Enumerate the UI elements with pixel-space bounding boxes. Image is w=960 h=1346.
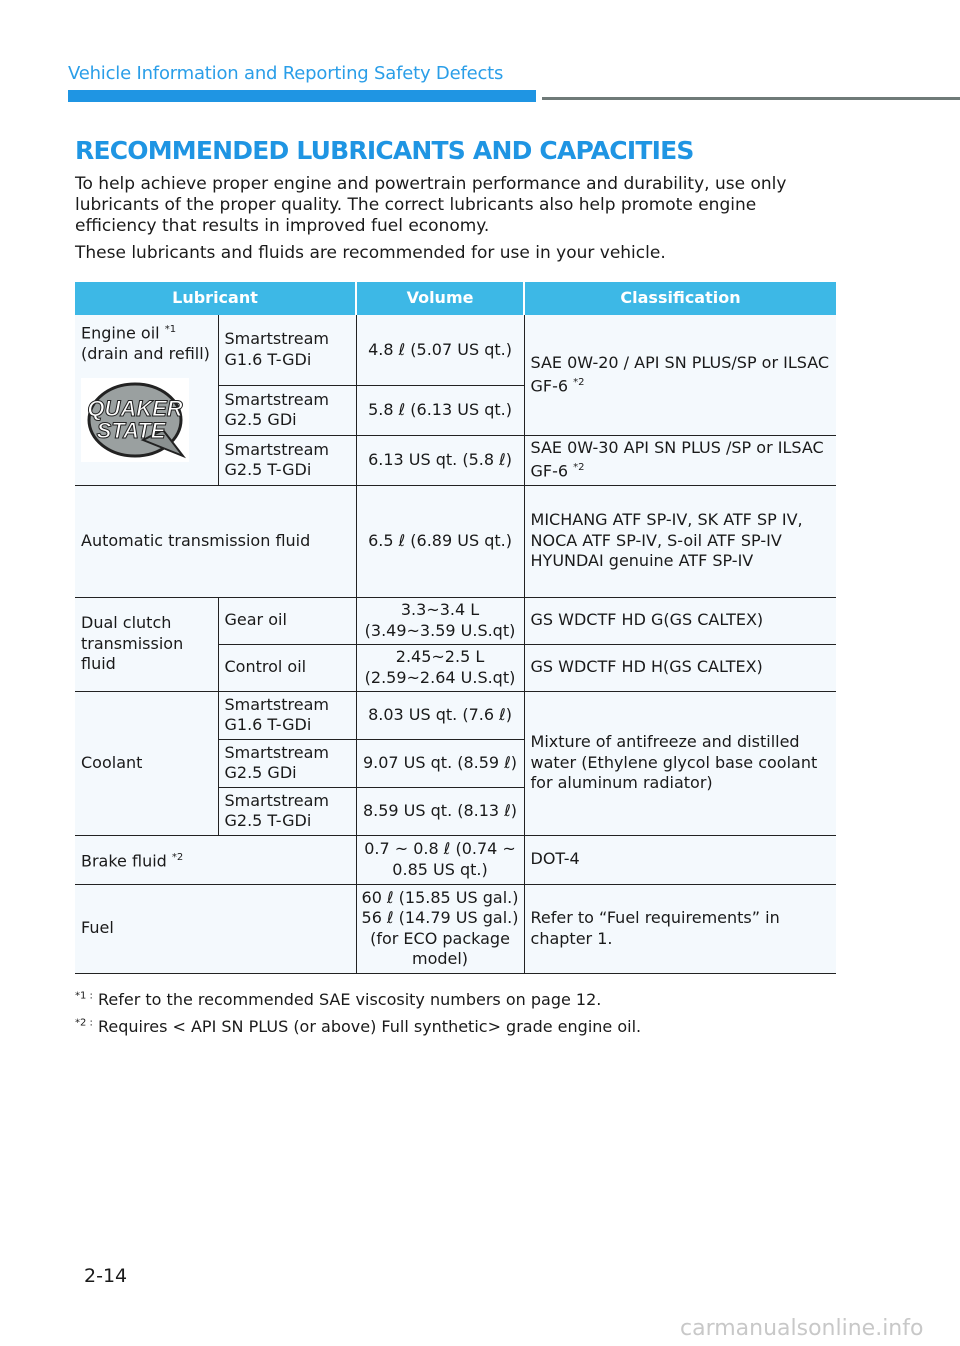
volume: 4.8 ℓ (5.07 US qt.) <box>356 315 524 385</box>
watermark: carmanualsonline.info <box>680 1316 924 1341</box>
volume: 6.13 US qt. (5.8 ℓ) <box>356 435 524 485</box>
footnote-text: Refer to the recommended SAE viscosity numbers on page 12. <box>98 990 602 1009</box>
dct-label: Dual clutch transmission fluid <box>75 597 218 691</box>
footnote-mark: *2 : <box>75 1017 93 1029</box>
footnote-2 <box>75 1017 641 1036</box>
footnote-1 <box>75 990 601 1009</box>
engine-name: Smartstream G2.5 T-GDi <box>218 787 356 835</box>
volume: 5.8 ℓ (6.13 US qt.) <box>356 385 524 435</box>
volume: 8.03 US qt. (7.6 ℓ) <box>356 691 524 739</box>
note: *2 <box>573 377 585 389</box>
quaker-state-logo <box>81 378 189 462</box>
volume: 6.5 ℓ (6.89 US qt.) <box>356 485 524 597</box>
page-number: 2-14 <box>84 1265 128 1287</box>
header-bar <box>68 90 536 102</box>
brake-label <box>75 835 356 884</box>
section-header: Vehicle Information and Reporting Safety Defects <box>68 63 504 84</box>
volume: 8.59 US qt. (8.13 ℓ) <box>356 787 524 835</box>
atf-label: Automatic transmission fluid <box>75 485 356 597</box>
class-text: SAE 0W-30 API SN PLUS /SP or ILSAC GF-6 <box>530 437 824 481</box>
engine-name: Smartstream G2.5 GDi <box>218 739 356 787</box>
volume <box>356 884 524 973</box>
classification: MICHANG ATF SP-IV, SK ATF SP IV, NOCA ATF SP-IV, S-oil ATF SP-IV HYUNDAI genuine ATF SP-IV <box>524 485 836 597</box>
engine-oil-cell <box>75 315 218 485</box>
classification <box>524 315 836 435</box>
engine-name: Smartstream G1.6 T-GDi <box>218 315 356 385</box>
fuel-volume: 60 ℓ (15.85 US gal.) <box>361 887 519 907</box>
header-volume: Volume <box>356 282 524 315</box>
class-text: SAE 0W-20 / API SN PLUS/SP or ILSAC GF-6 <box>530 352 830 396</box>
svg-text:STATE: STATE <box>96 418 166 444</box>
note: *1 <box>164 324 177 335</box>
intro-paragraph-2: These lubricants and fluids are recommended for use in your vehicle. <box>75 243 666 263</box>
classification: GS WDCTF HD G(GS CALTEX) <box>524 597 836 644</box>
svg-text:QUAKER: QUAKER <box>87 396 183 422</box>
engine-name: Smartstream G2.5 GDi <box>218 385 356 435</box>
volume: 9.07 US qt. (8.59 ℓ) <box>356 739 524 787</box>
engine-oil-label: Engine oil <box>81 323 160 343</box>
note: *2 <box>171 851 184 863</box>
coolant-label: Coolant <box>75 691 218 835</box>
header-classification: Classification <box>524 282 836 315</box>
lubricants-table <box>75 282 836 974</box>
fuel-label: Fuel <box>75 884 356 973</box>
engine-oil-sub: (drain and refill) <box>81 343 210 363</box>
dct-item: Gear oil <box>218 597 356 644</box>
footnote-text: Requires < API SN PLUS (or above) Full synthetic> grade engine oil. <box>98 1017 642 1036</box>
page-title: RECOMMENDED LUBRICANTS AND CAPACITIES <box>75 136 694 165</box>
header-lubricant: Lubricant <box>75 282 356 315</box>
volume: 2.45~2.5 L (2.59~2.64 U.S.qt) <box>356 644 524 691</box>
fuel-eco-note: (for ECO package model) <box>370 928 510 968</box>
volume: 3.3~3.4 L (3.49~3.59 U.S.qt) <box>356 597 524 644</box>
engine-name: Smartstream G1.6 T-GDi <box>218 691 356 739</box>
dct-item: Control oil <box>218 644 356 691</box>
note: *2 <box>573 462 585 474</box>
header-rule <box>542 97 960 100</box>
engine-name: Smartstream G2.5 T-GDi <box>218 435 356 485</box>
classification: DOT-4 <box>524 835 836 884</box>
footnote-mark: *1 : <box>75 990 93 1002</box>
intro-paragraph: To help achieve proper engine and powertrain performance and durability, use only lubricants of the proper quality. The correct lubricants also help promote engine efficiency that results in improved fuel economy. <box>75 174 787 236</box>
brake-text: Brake fluid <box>81 850 167 870</box>
volume: 0.7 ~ 0.8 ℓ (0.74 ~ 0.85 US qt.) <box>356 835 524 884</box>
classification: Mixture of antifreeze and distilled water (Ethylene glycol base coolant for aluminum radiator) <box>524 691 836 835</box>
classification <box>524 435 836 485</box>
classification: GS WDCTF HD H(GS CALTEX) <box>524 644 836 691</box>
fuel-volume-eco: 56 ℓ (14.79 US gal.) <box>361 908 519 927</box>
classification: Refer to “Fuel requirements” in chapter 1. <box>524 884 836 973</box>
